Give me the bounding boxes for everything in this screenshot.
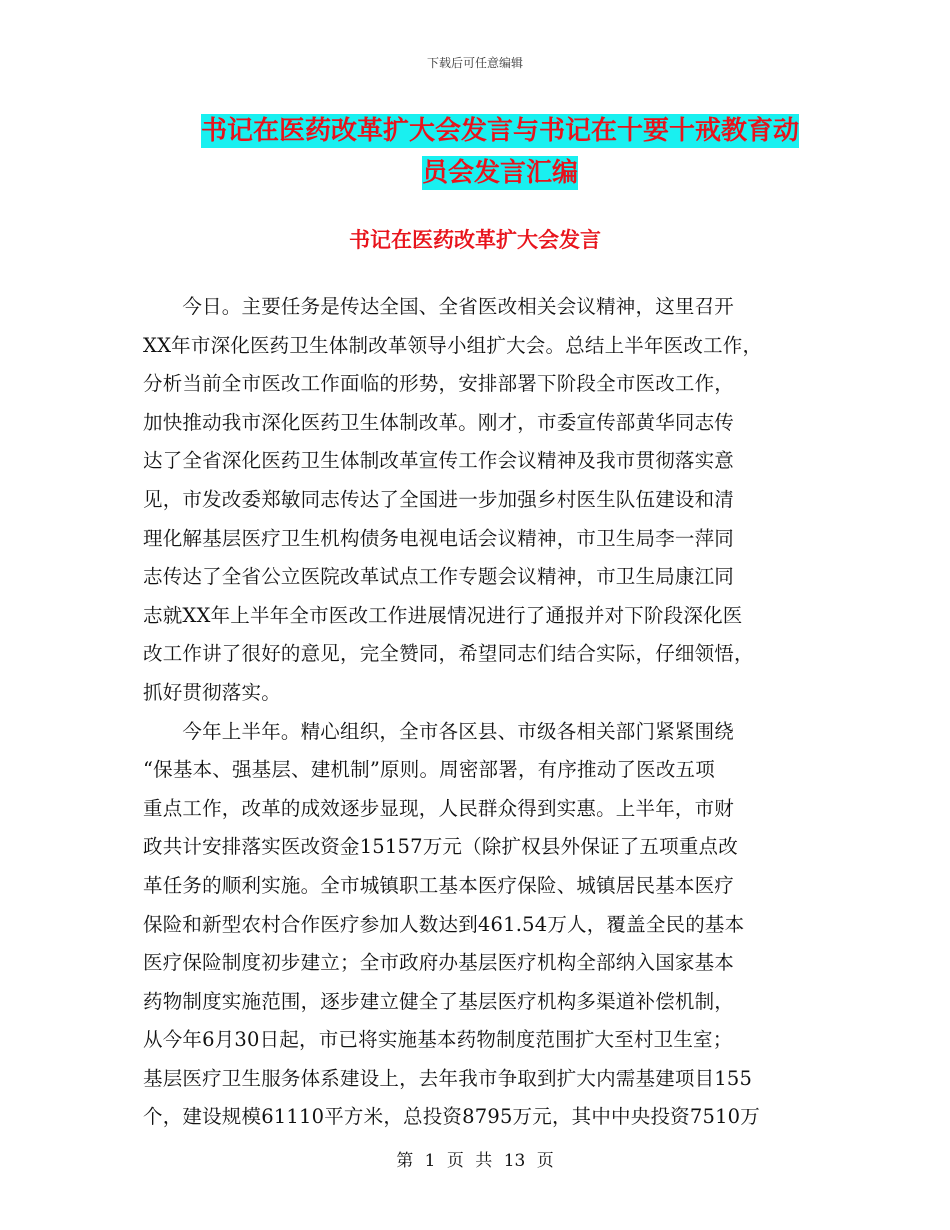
text-line: XX年市深化医药卫生体制改革领导小组扩大会。总结上半年医改工作， xyxy=(143,333,763,357)
page-footer: 第 1 页 共 13 页 xyxy=(396,1151,554,1171)
text-line: 志就XX年上半年全市医改工作进展情况进行了通报并对下阶段深化医 xyxy=(143,603,743,627)
text-line: 理化解基层医疗卫生机构债务电视电话会议精神，市卫生局李一萍同 xyxy=(143,526,735,550)
text-line: 今日。主要任务是传达全国、全省医改相关会议精神，这里召开 xyxy=(143,295,735,318)
title-line-2: 员会发言汇编 xyxy=(421,158,578,188)
paragraph-2 xyxy=(143,713,809,1138)
text-line: 今年上半年。精心组织，全市各区县、市级各相关部门紧紧围绕 xyxy=(143,719,735,743)
document-title xyxy=(150,110,850,194)
text-line: 个，建设规模61110平方米，总投资8795万元，其中中央投资7510万 xyxy=(143,1105,760,1129)
text-line: “保基本、强基层、建机制”原则。周密部署，有序推动了医改五项 xyxy=(143,758,715,782)
text-line: 从今年6月30日起，市已将实施基本药物制度范围扩大至村卫生室； xyxy=(143,1028,733,1052)
text-line: 革任务的顺利实施。全市城镇职工基本医疗保险、城镇居民基本医疗 xyxy=(143,873,735,897)
text-line: 改工作讲了很好的意见，完全赞同，希望同志们结合实际，仔细领悟， xyxy=(143,642,754,666)
header-note: 下载后可任意编辑 xyxy=(426,56,523,70)
text-line: 基层医疗卫生服务体系建设上，去年我市争取到扩大内需基建项目155 xyxy=(143,1066,753,1090)
text-line: 分析当前全市医改工作面临的形势，安排部署下阶段全市医改工作， xyxy=(143,372,735,396)
text-line: 抓好贯彻落实。 xyxy=(143,680,281,704)
text-line: 加快推动我市深化医药卫生体制改革。刚才，市委宣传部黄华同志传 xyxy=(143,410,735,434)
text-line: 见，市发改委郑敏同志传达了全国进一步加强乡村医生队伍建设和清 xyxy=(143,487,735,511)
text-line: 达了全省深化医药卫生体制改革宣传工作会议精神及我市贯彻落实意 xyxy=(143,449,735,473)
text-line: 政共计安排落实医改资金15157万元（除扩权县外保证了五项重点改 xyxy=(143,835,738,859)
text-line: 医疗保险制度初步建立；全市政府办基层医疗机构全部纳入国家基本 xyxy=(143,951,735,975)
text-line: 保险和新型农村合作医疗参加人数达到461.54万人，覆盖全民的基本 xyxy=(143,912,745,936)
title-line-1: 书记在医药改革扩大会发言与书记在十要十戒教育动 xyxy=(200,116,799,146)
section-title: 书记在医药改革扩大会发言 xyxy=(349,227,601,252)
paragraph-1 xyxy=(143,288,809,713)
text-line: 志传达了全省公立医院改革试点工作专题会议精神，市卫生局康江同 xyxy=(143,565,735,589)
text-line: 重点工作，改革的成效逐步显现，人民群众得到实惠。上半年，市财 xyxy=(143,796,735,820)
text-line: 药物制度实施范围，逐步建立健全了基层医疗机构多渠道补偿机制， xyxy=(143,989,735,1013)
body-text xyxy=(143,288,809,1137)
